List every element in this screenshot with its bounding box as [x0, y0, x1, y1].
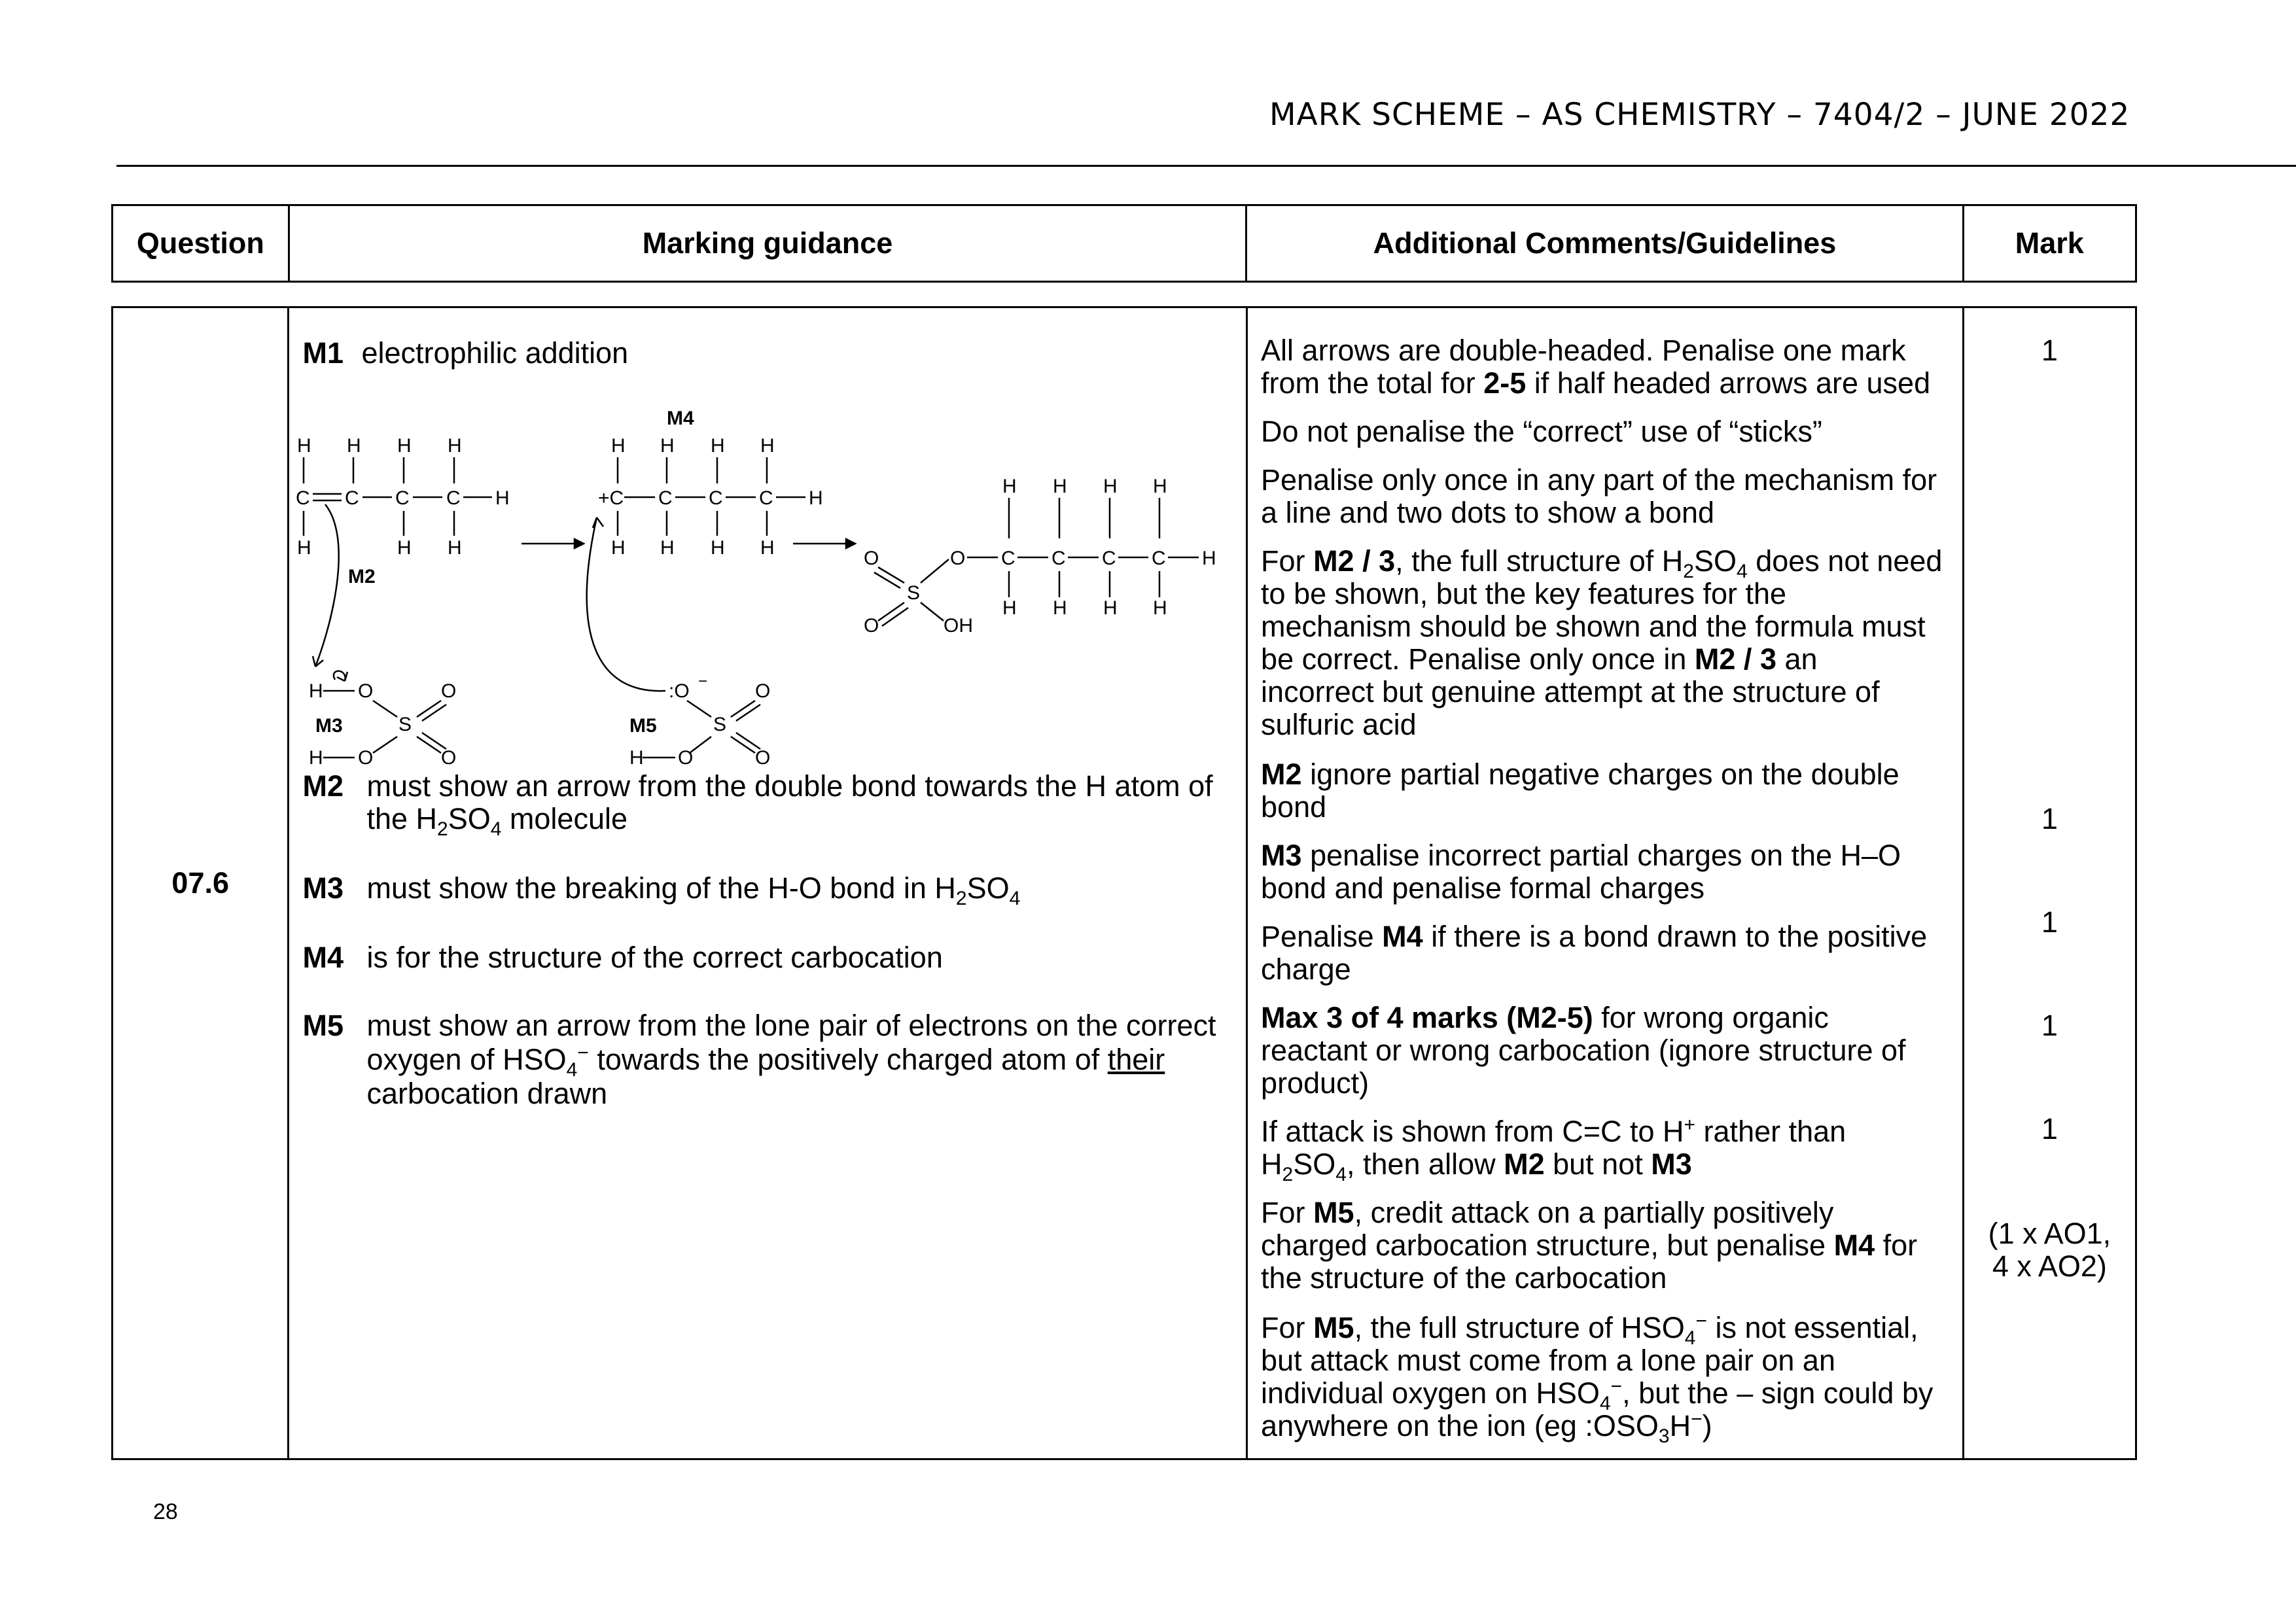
atom-h: H	[760, 537, 775, 559]
atom-h: H	[297, 435, 312, 457]
mark-ao-line1: (1 x AO1,	[1988, 1217, 2111, 1250]
atom-h: H	[711, 537, 726, 559]
mark-m1: 1	[2041, 334, 2058, 367]
comment-h2so4-structure: For M2 / 3, the full structure of $H_2SO_4$ does not need to be shown, but the key features for the mechanism should be shown and the formula must be correct. Penalise only once in M2 / 3 an incorrect but genuine attempt at the structure of sulfuric acid	[1261, 544, 1943, 741]
mark-m4: 1	[2041, 1009, 2058, 1042]
atom-o: O	[864, 548, 879, 569]
atom-h: H	[1153, 597, 1168, 619]
atom-c: C	[395, 487, 410, 509]
comment-m5-partial-positive: For M5, credit attack on a partially positively charged carbocation structure, but penalise M4 for the structure of the carbocation	[1261, 1196, 1918, 1295]
atom-c: C	[709, 487, 724, 509]
label-m5: M5	[629, 715, 658, 737]
atom-o: O	[950, 548, 966, 569]
atom-o: O	[755, 747, 771, 769]
atom-h: H	[760, 435, 775, 457]
m1-label: M1	[302, 336, 344, 370]
atom-h: H	[1103, 476, 1118, 497]
atom-o: O	[358, 680, 374, 702]
atom-oh: OH	[944, 615, 974, 637]
atom-h: H	[448, 435, 463, 457]
m5-text-line2: oxygen of $HSO_4^-$ towards the positively charged atom of their	[366, 1042, 1165, 1081]
page-header-title: MARK SCHEME – AS CHEMISTRY – 7404/2 – JUNE 2022	[1269, 97, 2130, 133]
question-number: 07.6	[113, 307, 289, 1459]
m2-text-line2: the $H_2SO_4$ molecule	[366, 802, 628, 840]
atom-c: C	[1102, 548, 1117, 569]
m5-text-line1: must show an arrow from the lone pair of electrons on the correct	[366, 1009, 1216, 1042]
comment-m4-bond-positive: Penalise M4 if there is a bond drawn to the positive charge	[1261, 920, 1928, 986]
atom-c: C	[296, 487, 311, 509]
comment-line-two-dots: Penalise only once in any part of the mechanism for a line and two dots to show a bond	[1261, 463, 1937, 529]
atom-h: H	[397, 435, 412, 457]
atom-c: C	[759, 487, 774, 509]
mark-ao-line2: 4 x AO2)	[1992, 1249, 2107, 1283]
atom-h: H	[1053, 597, 1068, 619]
m4-label: M4	[302, 941, 344, 974]
atom-o: O	[358, 747, 374, 769]
atom-h: H	[448, 537, 463, 559]
header-mark: Mark	[1963, 205, 2136, 282]
atom-h: H	[629, 747, 645, 769]
mark-m3: 1	[2041, 905, 2058, 939]
mark-m5: 1	[2041, 1112, 2058, 1145]
additional-comments-cell	[1247, 307, 1964, 1459]
atom-h: H	[611, 435, 626, 457]
header-question: Question	[113, 205, 289, 282]
mark-scheme-table	[111, 306, 2137, 1460]
atom-h: H	[297, 537, 312, 559]
header-rule	[116, 165, 2296, 167]
m2-text-line1: must show an arrow from the double bond towards the H atom of	[366, 769, 1213, 803]
label-m2: M2	[348, 566, 376, 587]
atom-o: O	[678, 747, 694, 769]
atom-c: C	[345, 487, 360, 509]
header-additional-comments: Additional Comments/Guidelines	[1246, 205, 1963, 282]
atom-o-minus: :O	[669, 680, 690, 702]
atom-h: H	[309, 747, 324, 769]
atom-h: H	[495, 487, 510, 509]
comment-attack-h-plus: If attack is shown from C=C to H+ rather than $H_2SO_4$, then allow M2 but not M3	[1261, 1114, 1846, 1185]
m2-label: M2	[302, 769, 344, 803]
column-header-table	[111, 204, 2137, 283]
m3-label: M3	[302, 871, 344, 905]
atom-h: H	[711, 435, 726, 457]
atom-h: H	[1202, 548, 1217, 569]
atom-h: H	[660, 537, 675, 559]
atom-c: C	[1152, 548, 1167, 569]
comment-double-headed-arrows: All arrows are double-headed. Penalise one mark from the total for 2-5 if half headed arrows are used	[1261, 334, 1931, 400]
atom-c: C	[1001, 548, 1016, 569]
comment-m2-partial-charges: M2 ignore partial negative charges on the double bond	[1261, 758, 1899, 824]
atom-c: C	[1051, 548, 1067, 569]
header-marking-guidance: Marking guidance	[289, 205, 1246, 282]
charge-minus: −	[698, 672, 708, 690]
atom-s: S	[398, 714, 412, 735]
atom-h: H	[309, 680, 324, 702]
atom-h: H	[611, 537, 626, 559]
atom-o: O	[441, 747, 457, 769]
marking-guidance-cell	[289, 307, 1247, 1459]
m1-text: electrophilic addition	[361, 336, 629, 370]
atom-h: H	[660, 435, 675, 457]
mark-cell	[1963, 307, 2136, 1459]
mark-m2: 1	[2041, 802, 2058, 835]
label-m3: M3	[315, 715, 344, 737]
atom-h: H	[1002, 597, 1017, 619]
atom-o: O	[755, 680, 771, 702]
atom-s: S	[713, 714, 727, 735]
comment-sticks: Do not penalise the “correct” use of “sticks”	[1261, 415, 1822, 448]
comment-m3-formal-charges: M3 penalise incorrect partial charges on the H–O bond and penalise formal charges	[1261, 839, 1901, 905]
atom-s: S	[907, 582, 921, 604]
comment-m5-hso4-structure: For M5, the full structure of $HSO_4^-$ is not essential, but attack must come from a lone pair on an individual oxygen on $HSO_4^-$, but the – sign could by anywhere on the ion (eg $:OSO_3H^-$)	[1261, 1310, 1934, 1447]
atom-h: H	[809, 487, 824, 509]
atom-o: O	[441, 680, 457, 702]
comment-max-marks: Max 3 of 4 marks (M2-5) for wrong organic reactant or wrong carbocation (ignore structure of product)	[1261, 1001, 1906, 1100]
atom-h: H	[1053, 476, 1068, 497]
atom-h: H	[397, 537, 412, 559]
m4-text: is for the structure of the correct carbocation	[366, 941, 943, 974]
atom-h: H	[1153, 476, 1168, 497]
atom-h: H	[1103, 597, 1118, 619]
label-m4: M4	[667, 408, 695, 429]
m5-text-line3: carbocation drawn	[366, 1077, 608, 1110]
atom-h: H	[347, 435, 362, 457]
m3-text: must show the breaking of the H-O bond in $H_2SO_4$	[366, 871, 1021, 909]
page-number: 28	[153, 1499, 178, 1524]
atom-c: C	[658, 487, 673, 509]
m5-label: M5	[302, 1009, 344, 1042]
atom-c-plus: +C	[598, 487, 624, 509]
atom-c: C	[446, 487, 461, 509]
atom-o: O	[864, 615, 879, 637]
atom-h: H	[1002, 476, 1017, 497]
